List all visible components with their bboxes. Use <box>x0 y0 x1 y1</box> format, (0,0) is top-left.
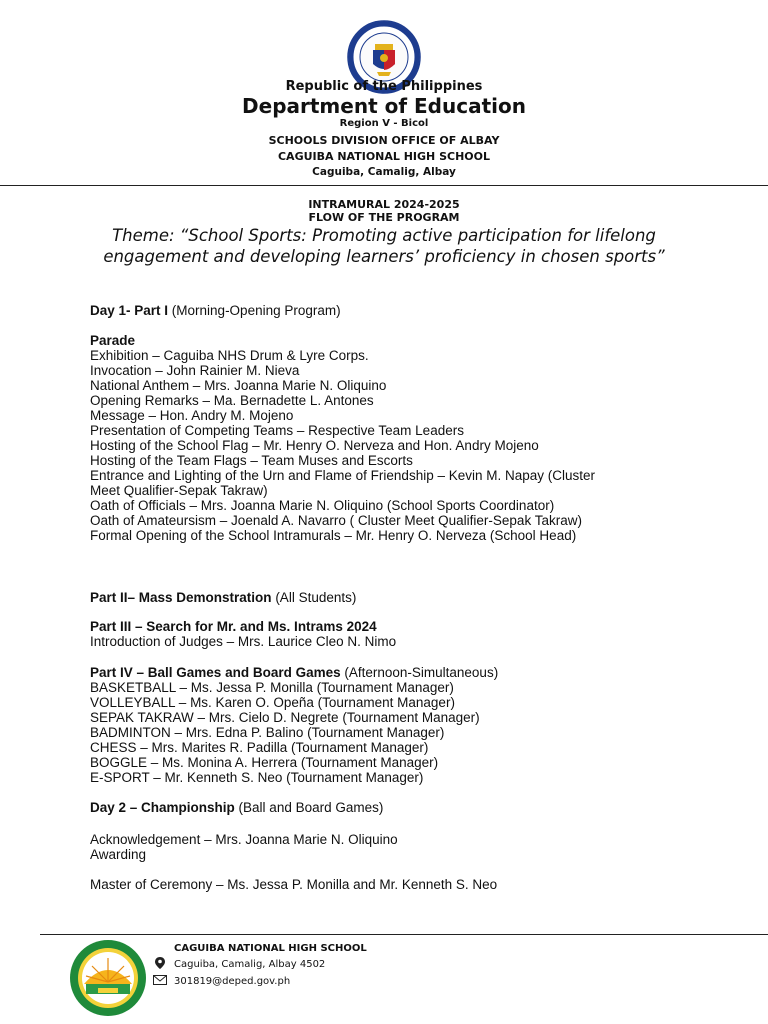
list-item: Introduction of Judges – Mrs. Laurice Cleo N. Nimo <box>90 634 397 649</box>
part2-heading <box>90 590 730 605</box>
list-item: Opening Remarks – Ma. Bernadette L. Antones <box>90 393 374 408</box>
part4-heading <box>90 665 730 680</box>
list-item: Formal Opening of the School Intramurals – Mr. Henry O. Nerveza (School Head) <box>90 528 577 543</box>
footer-contact <box>152 943 367 988</box>
region-heading: Region V - Bicol <box>339 118 429 129</box>
school-seal-logo <box>68 938 148 1018</box>
list-item: Oath of Officials – Mrs. Joanna Marie N. Oliquino (School Sports Coordinator) <box>90 498 555 513</box>
footer-email-row <box>152 975 367 988</box>
day2-label: Day 2 – Championship <box>90 800 235 815</box>
day1-note: (Morning-Opening Program) <box>168 303 341 318</box>
part2-label: Part II– Mass Demonstration <box>90 590 272 605</box>
day2-heading <box>90 800 730 815</box>
mail-icon <box>152 975 168 988</box>
part2-note: (All Students) <box>271 590 357 605</box>
header-divider <box>0 185 768 186</box>
department-heading: Department of Education <box>242 94 526 118</box>
school-heading: CAGUIBA NATIONAL HIGH SCHOOL <box>277 150 490 163</box>
day1-program-list <box>90 333 730 543</box>
day1-heading <box>90 303 730 318</box>
list-item: Acknowledgement – Mrs. Joanna Marie N. Oliquino <box>90 832 398 847</box>
list-item: BADMINTON – Mrs. Edna P. Balino (Tournament Manager) <box>90 725 445 740</box>
part4-note: (Afternoon-Simultaneous) <box>340 665 499 680</box>
list-item: BOGGLE – Ms. Monina A. Herrera (Tournament Manager) <box>90 755 439 770</box>
day1-label: Day 1- Part I <box>90 303 169 318</box>
list-item: CHESS – Mrs. Marites R. Padilla (Tournament Manager) <box>90 740 429 755</box>
parade-label: Parade <box>90 333 136 348</box>
list-item: Message – Hon. Andry M. Mojeno <box>90 408 294 423</box>
day2-note: (Ball and Board Games) <box>234 800 384 815</box>
footer-school-name: CAGUIBA NATIONAL HIGH SCHOOL <box>174 943 367 954</box>
list-item: Hosting of the Team Flags – Team Muses and Escorts <box>90 453 413 468</box>
part4-section <box>90 665 730 785</box>
master-of-ceremony: Master of Ceremony – Ms. Jessa P. Monilla and Mr. Kenneth S. Neo <box>90 877 498 892</box>
day2-list <box>90 832 730 862</box>
list-item: Entrance and Lighting of the Urn and Flame of Friendship – Kevin M. Napay (Cluster <box>90 468 596 483</box>
footer-email[interactable]: 301819@deped.gov.ph <box>174 976 291 987</box>
list-item: Hosting of the School Flag – Mr. Henry O. Nerveza and Hon. Andry Mojeno <box>90 438 539 453</box>
list-item: Invocation – John Rainier M. Nieva <box>90 363 300 378</box>
list-item: National Anthem – Mrs. Joanna Marie N. Oliquino <box>90 378 387 393</box>
intramural-title: INTRAMURAL 2024-2025 <box>308 198 460 211</box>
footer-address-row <box>152 957 367 972</box>
list-item: Presentation of Competing Teams – Respective Team Leaders <box>90 423 464 438</box>
flow-title: FLOW OF THE PROGRAM <box>308 211 460 224</box>
republic-heading: Republic of the Philippines <box>285 79 483 94</box>
school-address: Caguiba, Camalig, Albay <box>312 166 456 178</box>
footer-divider <box>40 934 768 935</box>
part3-label: Part III – Search for Mr. and Ms. Intrams 2024 <box>90 619 377 634</box>
list-item: BASKETBALL – Ms. Jessa P. Monilla (Tournament Manager) <box>90 680 454 695</box>
list-item: SEPAK TAKRAW – Mrs. Cielo D. Negrete (Tournament Manager) <box>90 710 480 725</box>
list-item: Oath of Amateursism – Joenald A. Navarro ( Cluster Meet Qualifier-Sepak Takraw) <box>90 513 582 528</box>
location-pin-icon <box>152 957 168 972</box>
footer-address: Caguiba, Camalig, Albay 4502 <box>174 959 326 970</box>
part3-section <box>90 619 730 649</box>
division-heading: SCHOOLS DIVISION OFFICE OF ALBAY <box>268 134 500 147</box>
list-item: Exhibition – Caguiba NHS Drum & Lyre Corps. <box>90 348 369 363</box>
list-item: VOLLEYBALL – Ms. Karen O. Opeña (Tournament Manager) <box>90 695 455 710</box>
part4-label: Part IV – Ball Games and Board Games <box>90 665 341 680</box>
list-item: E-SPORT – Mr. Kenneth S. Neo (Tournament Manager) <box>90 770 424 785</box>
list-item: Awarding <box>90 847 147 862</box>
list-item: Meet Qualifier-Sepak Takraw) <box>90 483 268 498</box>
theme-text: Theme: “School Sports: Promoting active participation for lifelong engagement and developing learners’ proficiency in chosen sports” <box>103 226 665 266</box>
